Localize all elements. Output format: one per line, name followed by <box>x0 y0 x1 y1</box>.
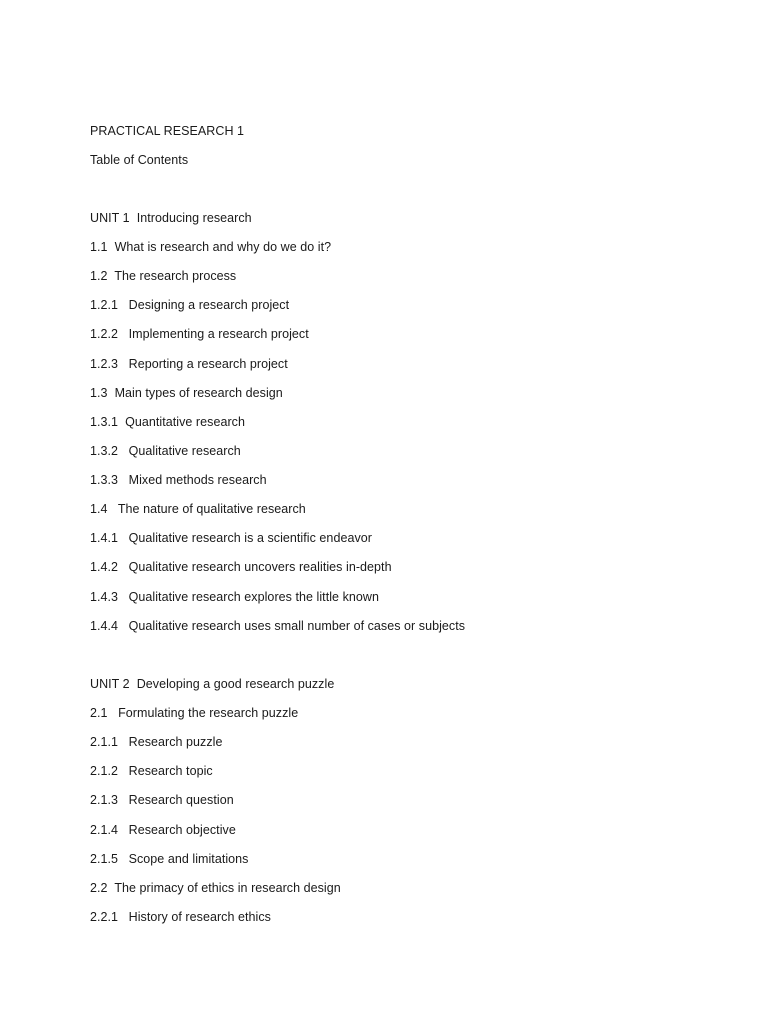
toc-entry: 1.2.3 Reporting a research project <box>90 357 288 371</box>
toc-entry: 2.1.2 Research topic <box>90 764 213 778</box>
toc-entry: 2.1.1 Research puzzle <box>90 735 223 749</box>
toc-entry: 1.4.1 Qualitative research is a scientific endeavor <box>90 531 372 545</box>
toc-entry: 1.2.1 Designing a research project <box>90 298 290 312</box>
toc-entry: 1.3.3 Mixed methods research <box>90 473 267 487</box>
toc-entry: 2.2 The primacy of ethics in research design <box>90 881 341 895</box>
toc-entry: 2.2.1 History of research ethics <box>90 910 271 924</box>
toc-entry: 1.4 The nature of qualitative research <box>90 502 306 516</box>
toc-entry: 1.1 What is research and why do we do it? <box>90 240 332 254</box>
toc-unit-heading: UNIT 1 Introducing research <box>90 211 252 225</box>
toc-unit-heading: UNIT 2 Developing a good research puzzle <box>90 677 335 691</box>
toc-entry: 2.1.3 Research question <box>90 793 234 807</box>
toc-entry: 2.1 Formulating the research puzzle <box>90 706 299 720</box>
document-title: PRACTICAL RESEARCH 1 <box>90 124 245 138</box>
toc-entry: 1.3 Main types of research design <box>90 386 283 400</box>
toc-entry: 1.2.2 Implementing a research project <box>90 327 309 341</box>
toc-entry: 1.2 The research process <box>90 269 237 283</box>
toc-entry: 1.3.2 Qualitative research <box>90 444 241 458</box>
toc-entry: 2.1.5 Scope and limitations <box>90 852 249 866</box>
toc-entry: 1.4.2 Qualitative research uncovers realities in-depth <box>90 560 392 574</box>
toc-entry: 1.4.4 Qualitative research uses small number of cases or subjects <box>90 619 466 633</box>
toc-entry: 1.4.3 Qualitative research explores the little known <box>90 590 379 604</box>
toc-entry: 1.3.1 Quantitative research <box>90 415 245 429</box>
toc-heading: Table of Contents <box>90 153 189 167</box>
toc-entry: 2.1.4 Research objective <box>90 823 236 837</box>
